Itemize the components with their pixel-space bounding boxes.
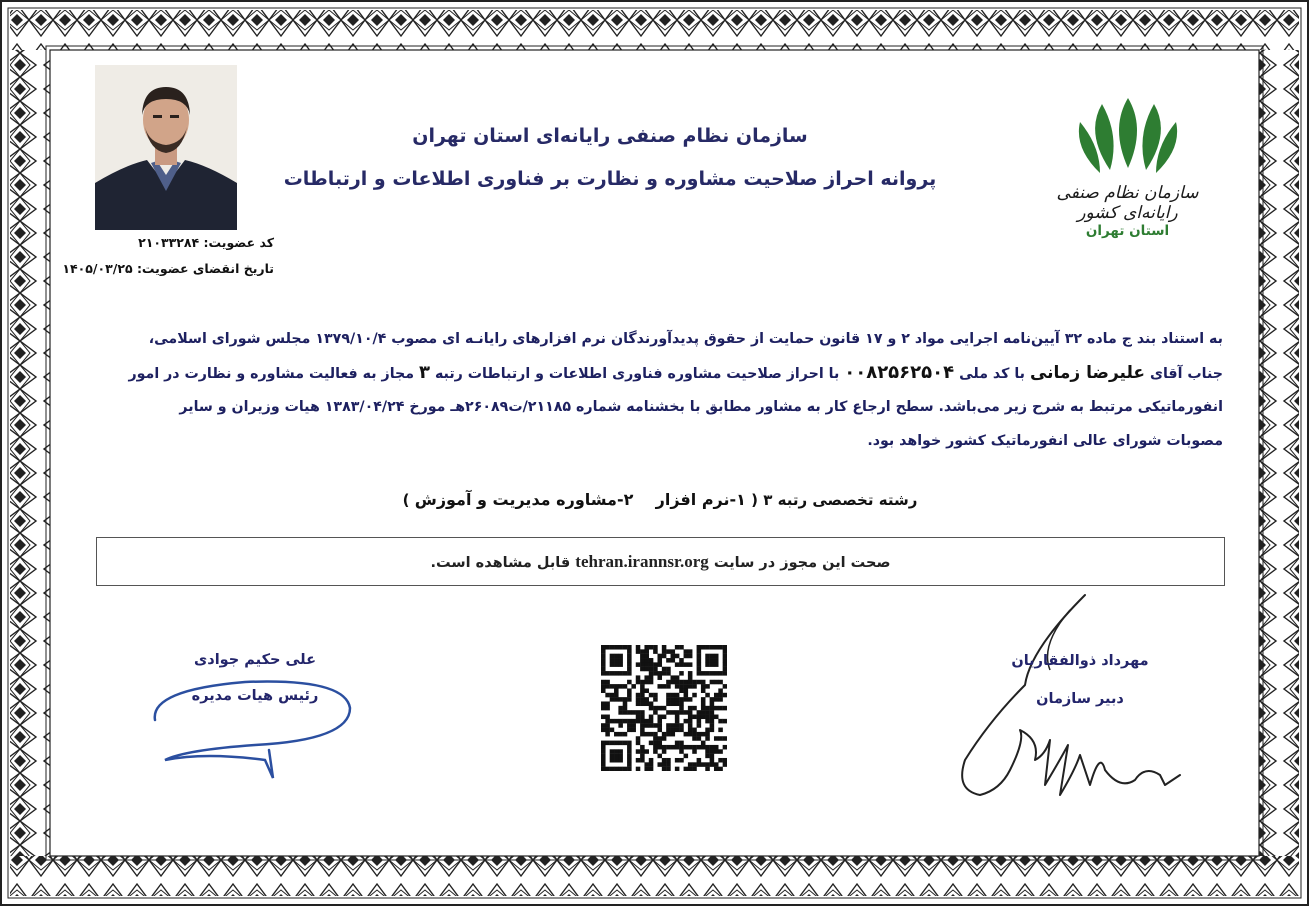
rank-value: ۳	[418, 362, 430, 383]
license-title: پروانه احراز صلاحیت مشاوره و نظارت بر فناوری اطلاعات و ارتباطات	[283, 168, 937, 190]
body-line-2a: جناب آقای	[1149, 366, 1223, 382]
secretary-role: دبیر سازمان	[1036, 691, 1124, 707]
body-line-4: مصوبات شورای عالی انفورماتیک کشور خواهد بود.	[867, 433, 1223, 449]
specialty-line	[300, 490, 1020, 509]
body-line-3: انفورماتیکی مرتبط به شرح زیر می‌باشد. سطح ارجاع کار به مشاور مطابق با بخشنامه شماره ۲۱۱۸۵/ت۲۶۰۸۹هـ مورخ ۱۳۸۳/۰۴/۲۴ هیات وزیران و سایر	[179, 399, 1223, 415]
qr-code[interactable]	[601, 645, 727, 771]
holder-name: علیرضا زمانی	[1029, 363, 1146, 383]
membership-expiry	[24, 261, 274, 276]
member-photo	[95, 65, 237, 230]
body-line-2c: با احراز صلاحیت مشاوره فناوری اطلاعات و ارتباطات رتبه	[434, 366, 840, 382]
province-label: استان تهران	[1085, 223, 1170, 239]
verify-site-link[interactable]: tehran.irannsr.org	[575, 552, 709, 571]
logo-text: سازمان نظام صنفی رایانه‌ای کشور	[1056, 183, 1199, 223]
chairman-role: رئیس هیات مدیره	[191, 688, 319, 704]
verify-suffix: قابل مشاهده است.	[430, 555, 571, 571]
chairman-signature-block	[145, 640, 365, 790]
body-line-2d: مجاز به فعالیت مشاوره و نظارت در امور	[128, 366, 415, 382]
specialty-label: رشته تخصصی رتبه ۳ (	[751, 491, 918, 509]
org-title: سازمان نظام صنفی رایانه‌ای استان تهران	[412, 125, 808, 147]
org-logo	[1040, 88, 1215, 248]
secretary-signature-block	[950, 590, 1200, 820]
specialty-close: )	[402, 491, 410, 509]
member-code-label: کد عضویت:	[203, 235, 274, 250]
member-code	[24, 235, 274, 250]
specialty-value: ۱-نرم افزار ۲-مشاوره مدیریت و آموزش	[414, 490, 746, 509]
body-line-2b: با کد ملی	[959, 366, 1025, 382]
verify-prefix: صحت این مجوز در سایت	[713, 555, 891, 571]
national-id: ۰۰۸۲۵۶۲۵۰۴	[844, 362, 955, 383]
chairman-signature-icon	[145, 660, 365, 790]
chairman-name: علی حکیم جوادی	[193, 652, 316, 668]
secretary-name: مهرداد ذوالفقاریان	[1011, 653, 1149, 669]
body-line-1: به استناد بند ج ماده ۳۲ آیین‌نامه اجرایی مواد ۲ و ۱۷ قانون حمایت از حقوق پدیدآورندگان نرم افزارهای رایانـه ای مصوب ۱۳۷۹/۱۰/۴ مجلس شورای اسلامی،	[148, 331, 1223, 347]
qr-code-icon	[601, 645, 727, 771]
expiry-value: ۱۴۰۵/۰۳/۲۵	[62, 261, 133, 276]
logo-emblem-icon	[1040, 88, 1215, 188]
verification-text	[97, 538, 1224, 587]
member-code-value: ۲۱۰۳۳۲۸۴	[138, 235, 200, 250]
expiry-label: تاریخ انقضای عضویت:	[136, 261, 274, 276]
verification-box	[96, 537, 1225, 586]
body-line-2	[88, 356, 1223, 391]
